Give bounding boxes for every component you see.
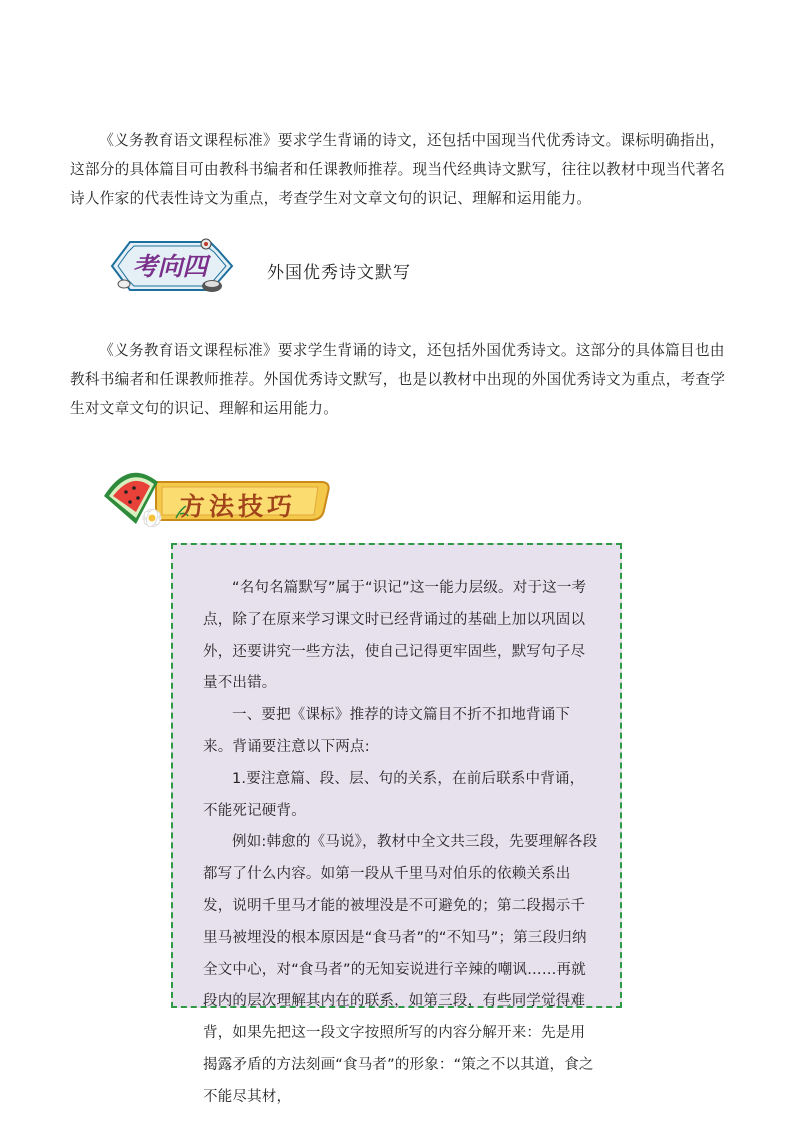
- section-badge: [100, 234, 240, 298]
- tip-paragraph-3: 1.要注意篇、段、层、句的关系，在前后联系中背诵，不能死记硬背。: [203, 770, 585, 819]
- tip-paragraph-1: “名句名篇默写”属于“识记”这一能力层级。对于这一考点，除了在原来学习课文时已经背诵过的基础上加以巩固以外，还要讲究一些方法，使自己记得更牢固些，默写句子尽量不出错。: [203, 580, 587, 692]
- section-title: 外国优秀诗文默写: [267, 263, 411, 283]
- intro-paragraph: 《义务教育语文课程标准》要求学生背诵的诗文，还包括中国现当代优秀诗文。课标明确指出，这部分的具体篇目可由教科书编者和任课教师推荐。现当代经典诗文默写，往往以教材中现当代著名诗人作家的代表性诗文为重点，考查学生对文章文句的识记、理解和运用能力。: [70, 132, 726, 207]
- tip-paragraph-4: 例如:韩愈的《马说》，教材中全文共三段，先要理解各段都写了什么内容。如第一段从千里马对伯乐的依赖关系出发，说明千里马才能的被埋没是不可避免的；第二段揭示千里马被埋没的根本原因是“食马者”的“不知马”；第三段归纳全文中心，对“食马者”的无知妄说进行辛辣的嘲讽……再就段内的层次理解其内在的联系，如第三段，有些同学觉得难背，如果先把这一段文字按照所写的内容分解开来：先是用揭露矛盾的方法刻画“食马者”的形象：“策之不以其道，食之不能尽其材，: [203, 834, 598, 1105]
- section-badge-label: 考向四: [132, 252, 208, 281]
- tip-paragraph-2: 一、要把《课标》推荐的诗文篇目不折不扣地背诵下来。背诵要注意以下两点:: [203, 707, 571, 755]
- section-paragraph: 《义务教育语文课程标准》要求学生背诵的诗文，还包括外国优秀诗文。这部分的具体篇目也由教科书编者和任课教师推荐。外国优秀诗文默写，也是以教材中出现的外国优秀诗文为重点，考查学生对文章文句的识记、理解和运用能力。: [70, 342, 726, 417]
- method-title: 方法技巧: [180, 492, 297, 521]
- method-tips-box: [171, 543, 622, 1105]
